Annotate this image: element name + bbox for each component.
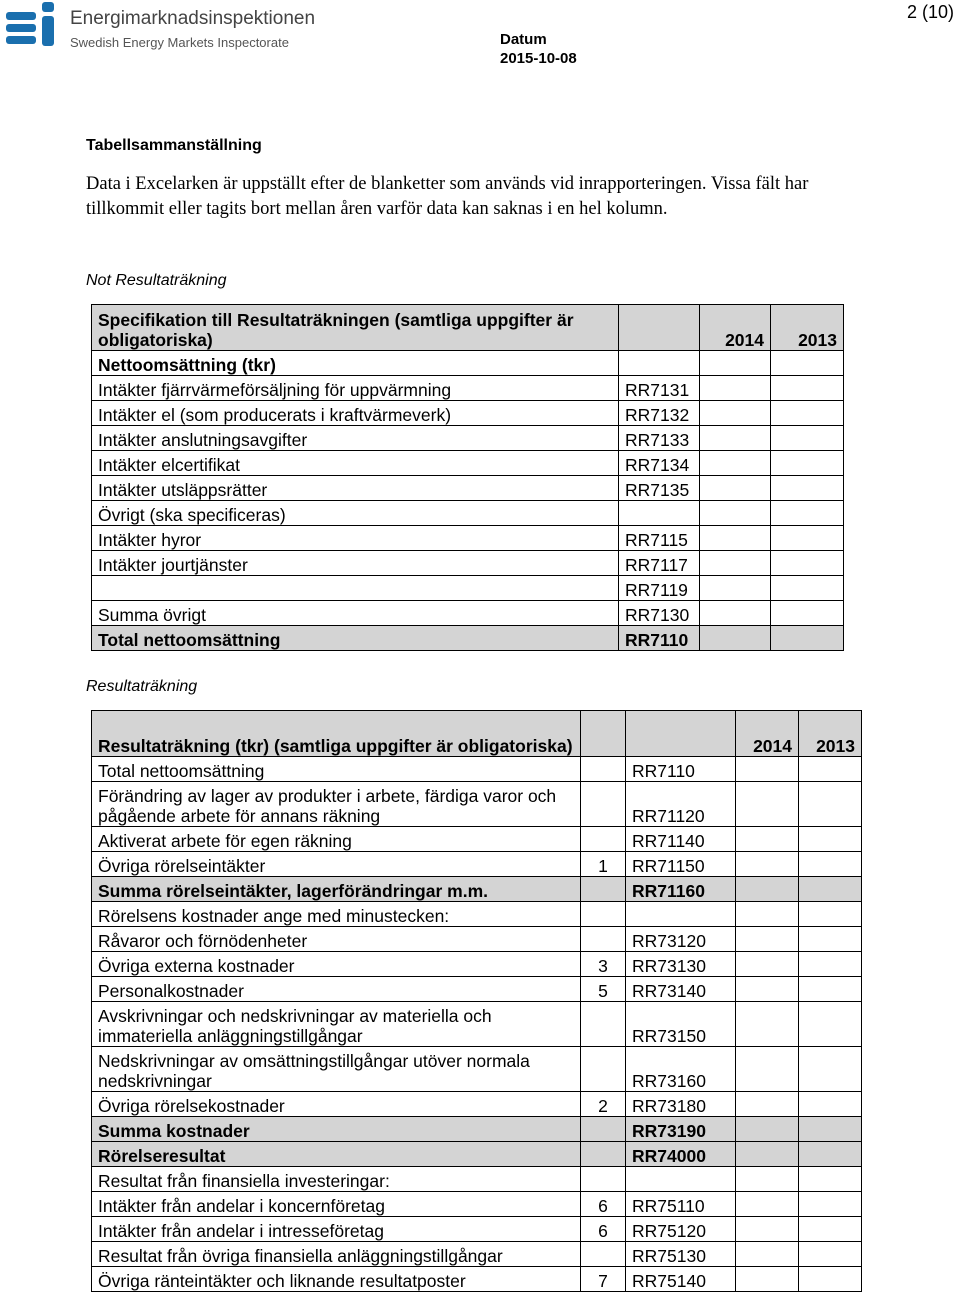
row-code <box>626 1167 736 1192</box>
row-label: Intäkter hyror <box>92 526 619 551</box>
table-row <box>92 1092 862 1117</box>
row-label: Intäkter elcertifikat <box>92 451 619 476</box>
table-row <box>92 576 844 601</box>
row-code: RR75140 <box>626 1267 736 1292</box>
row-note <box>581 902 626 927</box>
row-code: RR7132 <box>619 401 700 426</box>
row-value-2014 <box>736 852 799 877</box>
row-value-2013 <box>799 827 862 852</box>
table-row <box>92 1117 862 1142</box>
row-code: RR73190 <box>626 1117 736 1142</box>
row-value-2013 <box>771 551 844 576</box>
row-value-2013 <box>771 601 844 626</box>
row-code: RR7134 <box>619 451 700 476</box>
row-value-2014 <box>736 1092 799 1117</box>
row-label: Intäkter jourtjänster <box>92 551 619 576</box>
org-name: Energimarknadsinspektionen <box>70 8 316 29</box>
row-value-2014 <box>700 351 771 376</box>
income-header-year-2013: 2013 <box>799 711 862 757</box>
row-label: Aktiverat arbete för egen räkning <box>92 827 581 852</box>
row-code: RR7110 <box>619 626 700 651</box>
row-label: Summa rörelseintäkter, lagerförändringar m.m. <box>92 877 581 902</box>
table-row <box>92 782 862 827</box>
row-code: RR7119 <box>619 576 700 601</box>
row-value-2013 <box>799 1217 862 1242</box>
row-code: RR73160 <box>626 1047 736 1092</box>
row-value-2013 <box>771 501 844 526</box>
row-note: 2 <box>581 1092 626 1117</box>
row-label: Intäkter anslutningsavgifter <box>92 426 619 451</box>
note-header-code-cell <box>619 305 700 351</box>
date-value: 2015-10-08 <box>500 50 577 67</box>
table-row <box>92 1267 862 1292</box>
row-value-2013 <box>799 1092 862 1117</box>
row-value-2014 <box>736 782 799 827</box>
row-value-2014 <box>700 526 771 551</box>
row-note <box>581 877 626 902</box>
intro-text: Data i Excelarken är uppställt efter de blanketter som används vid inrapporteringen. Vissa fält har tillkommit eller tagits bort mellan åren varför data kan saknas i en hel kolumn. <box>86 174 809 219</box>
row-label: Intäkter el (som producerats i kraftvärmeverk) <box>92 401 619 426</box>
row-value-2013 <box>799 952 862 977</box>
row-code: RR71140 <box>626 827 736 852</box>
table-row <box>92 927 862 952</box>
row-value-2014 <box>736 1142 799 1167</box>
note-table <box>91 304 844 651</box>
row-code: RR75110 <box>626 1192 736 1217</box>
row-value-2014 <box>700 601 771 626</box>
row-value-2013 <box>771 626 844 651</box>
table-row <box>92 476 844 501</box>
row-label: Rörelseresultat <box>92 1142 581 1167</box>
row-value-2014 <box>736 1002 799 1047</box>
row-label: Övriga rörelsekostnader <box>92 1092 581 1117</box>
row-label: Personalkostnader <box>92 977 581 1002</box>
row-label: Resultat från övriga finansiella anläggningstillgångar <box>92 1242 581 1267</box>
row-value-2013 <box>799 1167 862 1192</box>
row-value-2014 <box>700 376 771 401</box>
row-code: RR74000 <box>626 1142 736 1167</box>
table-row <box>92 1002 862 1047</box>
row-value-2014 <box>736 1047 799 1092</box>
row-label: Avskrivningar och nedskrivningar av materiella och immateriella anläggningstillgångar <box>92 1002 581 1047</box>
row-value-2013 <box>771 576 844 601</box>
row-value-2013 <box>799 1267 862 1292</box>
row-label: Rörelsens kostnader ange med minustecken: <box>92 902 581 927</box>
date-label: Datum <box>500 31 547 48</box>
row-code <box>619 501 700 526</box>
table-row <box>92 757 862 782</box>
row-label: Övriga rörelseintäkter <box>92 852 581 877</box>
row-value-2014 <box>736 1192 799 1217</box>
row-note <box>581 827 626 852</box>
table-row <box>92 852 862 877</box>
table-row <box>92 351 844 376</box>
row-code: RR75130 <box>626 1242 736 1267</box>
row-label: Intäkter från andelar i koncernföretag <box>92 1192 581 1217</box>
row-value-2014 <box>736 977 799 1002</box>
note-header-year-2014: 2014 <box>700 305 771 351</box>
table-row <box>92 877 862 902</box>
row-note <box>581 1142 626 1167</box>
row-code: RR73140 <box>626 977 736 1002</box>
row-value-2014 <box>736 1117 799 1142</box>
note-heading: Not Resultaträkning <box>86 272 227 289</box>
row-code: RR7130 <box>619 601 700 626</box>
row-code: RR71160 <box>626 877 736 902</box>
income-header-year-2014: 2014 <box>736 711 799 757</box>
row-value-2014 <box>736 1217 799 1242</box>
row-value-2014 <box>700 626 771 651</box>
row-code: RR7131 <box>619 376 700 401</box>
income-header-code-cell <box>626 711 736 757</box>
row-value-2013 <box>771 451 844 476</box>
row-value-2014 <box>736 902 799 927</box>
note-table-title: Specifikation till Resultaträkningen (samtliga uppgifter är obligatoriska) <box>92 305 619 351</box>
row-value-2013 <box>771 351 844 376</box>
row-note <box>581 757 626 782</box>
row-label: Summa övrigt <box>92 601 619 626</box>
table-row <box>92 426 844 451</box>
row-label: Råvaror och förnödenheter <box>92 927 581 952</box>
row-note <box>581 782 626 827</box>
row-value-2014 <box>736 1242 799 1267</box>
income-table-title: Resultaträkning (tkr) (samtliga uppgifter är obligatoriska) <box>92 711 581 757</box>
income-table <box>91 710 862 1292</box>
row-value-2013 <box>799 1192 862 1217</box>
row-value-2013 <box>771 401 844 426</box>
row-value-2014 <box>700 451 771 476</box>
row-label: Övriga ränteintäkter och liknande resultatposter <box>92 1267 581 1292</box>
row-note <box>581 1047 626 1092</box>
row-label: Total nettoomsättning <box>92 757 581 782</box>
row-code: RR75120 <box>626 1217 736 1242</box>
row-label: Intäkter utsläppsrätter <box>92 476 619 501</box>
row-note: 5 <box>581 977 626 1002</box>
row-value-2013 <box>799 1002 862 1047</box>
ei-logo-icon <box>6 2 64 50</box>
row-value-2014 <box>736 1267 799 1292</box>
row-code: RR7110 <box>626 757 736 782</box>
row-note <box>581 1002 626 1047</box>
row-code: RR71150 <box>626 852 736 877</box>
table-row <box>92 1167 862 1192</box>
row-value-2013 <box>799 902 862 927</box>
row-value-2014 <box>700 551 771 576</box>
table-row <box>92 451 844 476</box>
row-note: 3 <box>581 952 626 977</box>
table-row <box>92 827 862 852</box>
row-note <box>581 1117 626 1142</box>
row-value-2014 <box>736 1167 799 1192</box>
note-header-year-2013: 2013 <box>771 305 844 351</box>
row-value-2013 <box>799 782 862 827</box>
row-code: RR73130 <box>626 952 736 977</box>
row-value-2013 <box>799 852 862 877</box>
table-row <box>92 1217 862 1242</box>
row-value-2013 <box>799 1242 862 1267</box>
row-note: 6 <box>581 1217 626 1242</box>
row-value-2013 <box>771 476 844 501</box>
row-value-2013 <box>771 526 844 551</box>
page-number: 2 (10) <box>906 2 954 22</box>
row-value-2013 <box>771 426 844 451</box>
row-label: Nettoomsättning (tkr) <box>92 351 619 376</box>
table-row <box>92 902 862 927</box>
table-row <box>92 501 844 526</box>
row-code: RR71120 <box>626 782 736 827</box>
row-label: Övriga externa kostnader <box>92 952 581 977</box>
row-code: RR7135 <box>619 476 700 501</box>
row-value-2014 <box>736 952 799 977</box>
row-note: 1 <box>581 852 626 877</box>
row-value-2014 <box>700 476 771 501</box>
row-label: Intäkter fjärrvärmeförsäljning för uppvärmning <box>92 376 619 401</box>
table-row <box>92 952 862 977</box>
row-value-2014 <box>700 576 771 601</box>
row-value-2013 <box>799 1117 862 1142</box>
row-label: Summa kostnader <box>92 1117 581 1142</box>
table-row <box>92 1142 862 1167</box>
row-code: RR73120 <box>626 927 736 952</box>
row-code: RR7117 <box>619 551 700 576</box>
row-value-2014 <box>700 426 771 451</box>
row-code: RR7115 <box>619 526 700 551</box>
row-code <box>626 902 736 927</box>
row-label: Övrigt (ska specificeras) <box>92 501 619 526</box>
table-row <box>92 376 844 401</box>
income-table-header <box>92 711 862 757</box>
intro-heading: Tabellsammanställning <box>86 137 262 154</box>
table-row <box>92 1047 862 1092</box>
org-subtitle: Swedish Energy Markets Inspectorate <box>70 35 289 50</box>
row-value-2014 <box>736 877 799 902</box>
row-label: Förändring av lager av produkter i arbete, färdiga varor och pågående arbete för annans räkning <box>92 782 581 827</box>
row-value-2013 <box>771 376 844 401</box>
row-value-2013 <box>799 757 862 782</box>
row-label: Total nettoomsättning <box>92 626 619 651</box>
income-heading: Resultaträkning <box>86 678 198 695</box>
row-code: RR73180 <box>626 1092 736 1117</box>
table-row <box>92 626 844 651</box>
table-row <box>92 551 844 576</box>
row-value-2013 <box>799 1047 862 1092</box>
row-note <box>581 927 626 952</box>
row-value-2013 <box>799 877 862 902</box>
org-logo <box>6 2 336 54</box>
table-row <box>92 1242 862 1267</box>
row-label: Resultat från finansiella investeringar: <box>92 1167 581 1192</box>
row-value-2013 <box>799 1142 862 1167</box>
row-note <box>581 1242 626 1267</box>
row-value-2013 <box>799 977 862 1002</box>
table-row <box>92 526 844 551</box>
row-code: RR73150 <box>626 1002 736 1047</box>
row-value-2014 <box>736 757 799 782</box>
table-row <box>92 1192 862 1217</box>
table-row <box>92 977 862 1002</box>
row-code <box>619 351 700 376</box>
row-label <box>92 576 619 601</box>
row-value-2014 <box>736 927 799 952</box>
row-note: 7 <box>581 1267 626 1292</box>
row-value-2014 <box>700 401 771 426</box>
row-label: Nedskrivningar av omsättningstillgångar utöver normala nedskrivningar <box>92 1047 581 1092</box>
row-note: 6 <box>581 1192 626 1217</box>
row-note <box>581 1167 626 1192</box>
note-table-header <box>92 305 844 351</box>
row-label: Intäkter från andelar i intresseföretag <box>92 1217 581 1242</box>
table-row <box>92 601 844 626</box>
row-code: RR7133 <box>619 426 700 451</box>
row-value-2014 <box>700 501 771 526</box>
table-row <box>92 401 844 426</box>
income-header-note-cell <box>581 711 626 757</box>
row-value-2013 <box>799 927 862 952</box>
row-value-2014 <box>736 827 799 852</box>
